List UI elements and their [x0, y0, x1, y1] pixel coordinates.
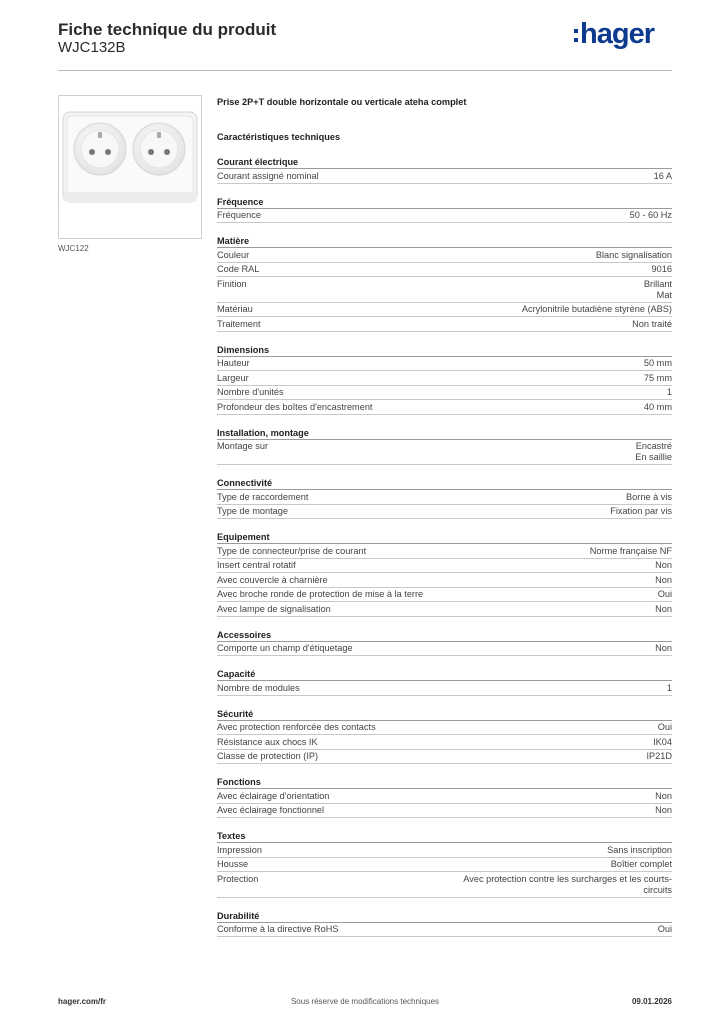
spec-value — [644, 358, 672, 369]
spec-row — [217, 505, 672, 520]
spec-value-line: 50 mm — [643, 358, 672, 368]
spec-value-line: Non — [655, 603, 672, 614]
spec-label: Avec protection renforcée des contacts — [217, 722, 376, 732]
spec-section — [217, 344, 672, 415]
spec-section — [217, 427, 672, 466]
spec-label: Largeur — [217, 372, 249, 383]
section-title: Installation, montage — [217, 427, 672, 440]
section-title: Matière — [217, 235, 672, 248]
brand-logo — [574, 18, 654, 51]
spec-label: Montage sur — [217, 441, 269, 451]
spec-value — [611, 859, 672, 870]
spec-section — [217, 830, 672, 898]
spec-value-line: circuits — [643, 884, 672, 895]
spec-row — [217, 559, 672, 574]
product-name: Prise 2P+T double horizontale ou verticale ateha complet — [217, 97, 467, 107]
spec-value-line: 50 - 60 Hz — [629, 210, 672, 220]
spec-value-line: Borne à vis — [626, 491, 672, 502]
spec-row — [217, 317, 672, 332]
spec-value-line: Blanc signalisation — [595, 249, 672, 260]
spec-value-line: IP21D — [646, 751, 672, 761]
spec-value-line: Oui — [657, 722, 672, 732]
section-title: Accessoires — [217, 629, 672, 642]
spec-row — [217, 400, 672, 415]
spec-value-line: 75 mm — [643, 372, 672, 383]
spec-section — [217, 668, 672, 696]
spec-value — [646, 751, 672, 762]
spec-row — [217, 750, 672, 765]
spec-value — [658, 722, 672, 733]
spec-label: Type de montage — [217, 506, 288, 516]
spec-label: Nombre d'unités — [217, 387, 284, 397]
spec-section — [217, 531, 672, 617]
spec-label: Fréquence — [217, 210, 261, 220]
spec-row — [217, 440, 672, 466]
spec-label: Traitement — [217, 318, 261, 329]
spec-value-line: 1 — [666, 387, 672, 397]
image-caption: WJC122 — [58, 244, 89, 253]
section-title: Dimensions — [217, 344, 672, 357]
spec-section — [217, 776, 672, 818]
spec-value-line: 9016 — [651, 264, 672, 274]
spec-row — [217, 858, 672, 873]
spec-row — [217, 386, 672, 401]
spec-value-line: 1 — [666, 682, 672, 693]
spec-value — [590, 546, 672, 557]
spec-value-line: En saillie — [635, 452, 672, 462]
spec-value — [630, 210, 672, 221]
spec-section — [217, 477, 672, 519]
spec-label: Protection — [217, 873, 259, 884]
spec-value — [463, 874, 672, 896]
spec-row — [217, 371, 672, 386]
section-title: Fonctions — [217, 776, 672, 789]
section-title: Textes — [217, 830, 672, 843]
spec-value-line: Non — [655, 805, 672, 815]
spec-value-line: Non — [655, 790, 672, 801]
spec-value-line: Avec protection contre les surcharges et les courts- — [463, 873, 672, 884]
logo-text: hager — [580, 18, 654, 50]
spec-value-line: Oui — [657, 924, 672, 934]
spec-label: Matériau — [217, 304, 253, 314]
spec-label: Type de connecteur/prise de courant — [217, 545, 367, 556]
spec-value — [667, 683, 672, 694]
spec-row — [217, 681, 672, 696]
spec-label: Couleur — [217, 249, 250, 260]
spec-value-line: 16 A — [653, 170, 672, 181]
spec-value-line: Sans inscription — [607, 844, 672, 855]
spec-row — [217, 735, 672, 750]
spec-value-line: Mat — [656, 289, 672, 300]
spec-row — [217, 789, 672, 804]
footer-notice: Sous réserve de modifications techniques — [290, 997, 440, 1006]
spec-value-line: Non — [655, 574, 672, 585]
spec-row — [217, 209, 672, 224]
spec-value — [644, 279, 672, 301]
spec-row — [217, 872, 672, 898]
page-title: Fiche technique du produit — [58, 20, 277, 39]
spec-label: Code RAL — [217, 264, 260, 274]
spec-section — [217, 196, 672, 224]
spec-label: Finition — [217, 278, 247, 289]
logo-dots-icon — [574, 24, 578, 47]
spec-label: Avec couvercle à charnière — [217, 574, 328, 585]
spec-value — [654, 171, 672, 182]
spec-value — [658, 589, 672, 600]
spec-section — [217, 910, 672, 938]
spec-label: Avec éclairage d'orientation — [217, 790, 330, 801]
section-title: Fréquence — [217, 196, 672, 209]
spec-label: Courant assigné nominal — [217, 170, 319, 181]
spec-value — [652, 264, 672, 275]
spec-value-line: IK04 — [653, 736, 672, 747]
spec-value-line: Acrylonitrile butadiène styrène (ABS) — [521, 304, 672, 314]
page-header — [58, 20, 672, 71]
spec-value-line: Encastré — [635, 441, 672, 451]
spec-value — [655, 560, 672, 571]
spec-value — [655, 791, 672, 802]
spec-row — [217, 248, 672, 263]
spec-label: Résistance aux chocs IK — [217, 736, 318, 747]
spec-label: Comporte un champ d'étiquetage — [217, 643, 353, 653]
section-title: Capacité — [217, 668, 672, 681]
section-title: Connectivité — [217, 477, 672, 490]
spec-value-line: Brillant — [643, 278, 672, 289]
spec-content — [217, 96, 672, 937]
spec-value-line: Non traité — [632, 318, 672, 329]
spec-label: Conforme à la directive RoHS — [217, 924, 339, 934]
spec-label: Avec lampe de signalisation — [217, 603, 331, 614]
spec-label: Housse — [217, 859, 249, 869]
spec-label: Avec éclairage fonctionnel — [217, 805, 325, 815]
spec-label: Insert central rotatif — [217, 560, 296, 570]
spec-value — [644, 402, 672, 413]
spec-value — [667, 387, 672, 398]
section-title: Courant électrique — [217, 156, 672, 169]
spec-value — [653, 737, 672, 748]
spec-value — [655, 604, 672, 615]
spec-value — [644, 373, 672, 384]
spec-section — [217, 235, 672, 332]
spec-row — [217, 277, 672, 303]
spec-row — [217, 544, 672, 559]
spec-value — [655, 643, 672, 654]
spec-value — [610, 506, 672, 517]
spec-label: Nombre de modules — [217, 682, 300, 693]
spec-section — [217, 708, 672, 765]
spec-value-line: Oui — [657, 589, 672, 599]
spec-value-line: Boîtier complet — [610, 859, 672, 869]
spec-row — [217, 721, 672, 736]
spec-row — [217, 843, 672, 858]
spec-value — [596, 250, 672, 261]
spec-label: Impression — [217, 844, 262, 855]
spec-row — [217, 602, 672, 617]
spec-sections — [217, 156, 672, 937]
double-socket-illustration — [59, 96, 201, 238]
spec-row — [217, 573, 672, 588]
spec-value — [655, 575, 672, 586]
spec-label: Classe de protection (IP) — [217, 751, 319, 761]
spec-label: Profondeur des boîtes d'encastrement — [217, 401, 373, 412]
spec-row — [217, 169, 672, 184]
spec-row — [217, 303, 672, 318]
spec-value — [632, 319, 672, 330]
product-reference: WJC132B — [58, 39, 126, 56]
tech-title: Caractéristiques techniques — [217, 132, 341, 142]
spec-row — [217, 490, 672, 505]
spec-row — [217, 263, 672, 278]
spec-value — [635, 441, 672, 463]
section-title: Equipement — [217, 531, 672, 544]
spec-row — [217, 804, 672, 819]
footer-website[interactable]: hager.com/fr — [58, 997, 107, 1006]
spec-value — [626, 492, 672, 503]
spec-label: Type de raccordement — [217, 491, 309, 502]
spec-section — [217, 629, 672, 657]
spec-row — [217, 923, 672, 938]
product-image — [58, 95, 202, 239]
spec-value-line: Fixation par vis — [610, 506, 672, 516]
spec-value — [655, 805, 672, 816]
spec-value-line: Non — [655, 643, 672, 653]
spec-row — [217, 642, 672, 657]
footer-date: 09.01.2026 — [631, 997, 672, 1006]
spec-section — [217, 156, 672, 184]
spec-value-line: Norme française NF — [589, 545, 672, 556]
spec-label: Avec broche ronde de protection de mise à la terre — [217, 589, 424, 599]
spec-row — [217, 357, 672, 372]
spec-value — [607, 845, 672, 856]
section-title: Sécurité — [217, 708, 672, 721]
spec-value — [522, 304, 672, 315]
spec-row — [217, 588, 672, 603]
spec-value-line: 40 mm — [643, 401, 672, 412]
spec-label: Hauteur — [217, 358, 250, 368]
spec-value — [658, 924, 672, 935]
section-title: Durabilité — [217, 910, 672, 923]
spec-value-line: Non — [655, 560, 672, 570]
